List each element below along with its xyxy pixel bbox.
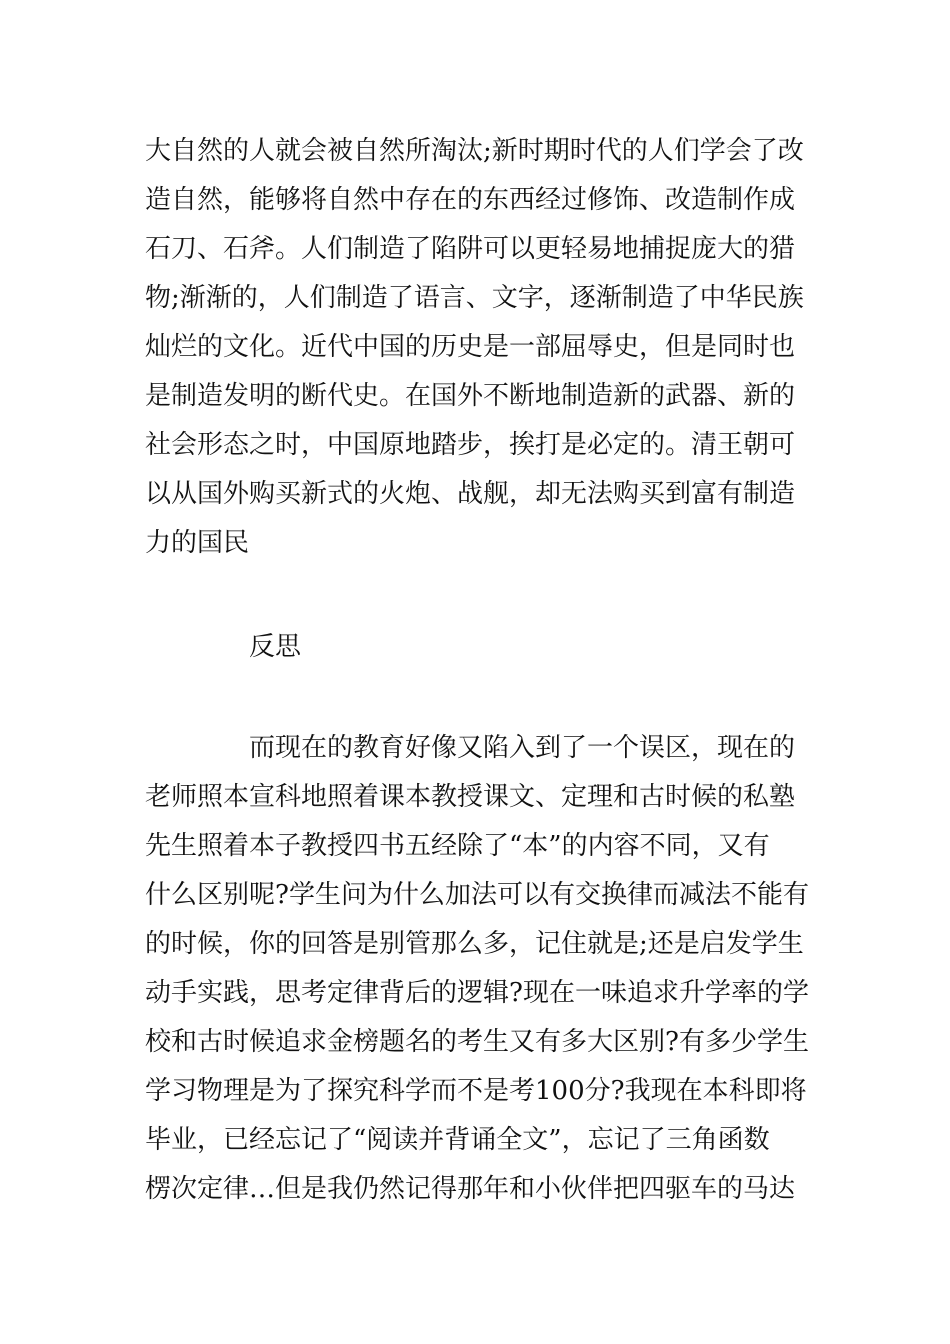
text-line: 什么区别呢?学生问为什么加法可以有交换律而减法不能有: [145, 880, 809, 910]
text-line: 灿烂的文化。近代中国的历史是一部屈辱史，但是同时也: [145, 332, 796, 362]
section-heading: 反思: [249, 632, 302, 662]
text-line: 是制造发明的断代史。在国外不断地制造新的武器、新的: [145, 381, 796, 411]
text-line: 校和古时候追求金榜题名的考生又有多大区别?有多少学生: [145, 1027, 809, 1057]
text-line: 的时候，你的回答是别管那么多，记住就是;还是启发学生: [145, 929, 804, 959]
text-line: 先生照着本子教授四书五经除了“本”的内容不同，又有: [145, 831, 770, 861]
text-line: 毕业，已经忘记了“阅读并背诵全文”，忘记了三角函数: [145, 1125, 770, 1155]
text-line: 楞次定律…但是我仍然记得那年和小伙伴把四驱车的马达: [145, 1174, 796, 1204]
text-line: 社会形态之时，中国原地踏步，挨打是必定的。清王朝可: [145, 430, 796, 460]
text-line: 石刀、石斧。人们制造了陷阱可以更轻易地捕捉庞大的猎: [145, 234, 796, 264]
text-line: 以从国外购买新式的火炮、战舰，却无法购买到富有制造: [145, 479, 796, 509]
text-line: 大自然的人就会被自然所淘汰;新时期时代的人们学会了改: [145, 136, 804, 166]
text-line: 老师照本宣科地照着课本教授课文、定理和古时候的私塾: [145, 782, 796, 812]
text-line: 学习物理是为了探究科学而不是考100分?我现在本科即将: [145, 1076, 807, 1106]
text-line: 物;渐渐的，人们制造了语言、文字，逐渐制造了中华民族: [145, 283, 804, 313]
text-line: 而现在的教育好像又陷入到了一个误区，现在的: [249, 733, 796, 763]
text-line: 动手实践，思考定律背后的逻辑?现在一味追求升学率的学: [145, 978, 809, 1008]
text-line: 力的国民: [145, 528, 250, 558]
text-line: 造自然，能够将自然中存在的东西经过修饰、改造制作成: [145, 185, 796, 215]
